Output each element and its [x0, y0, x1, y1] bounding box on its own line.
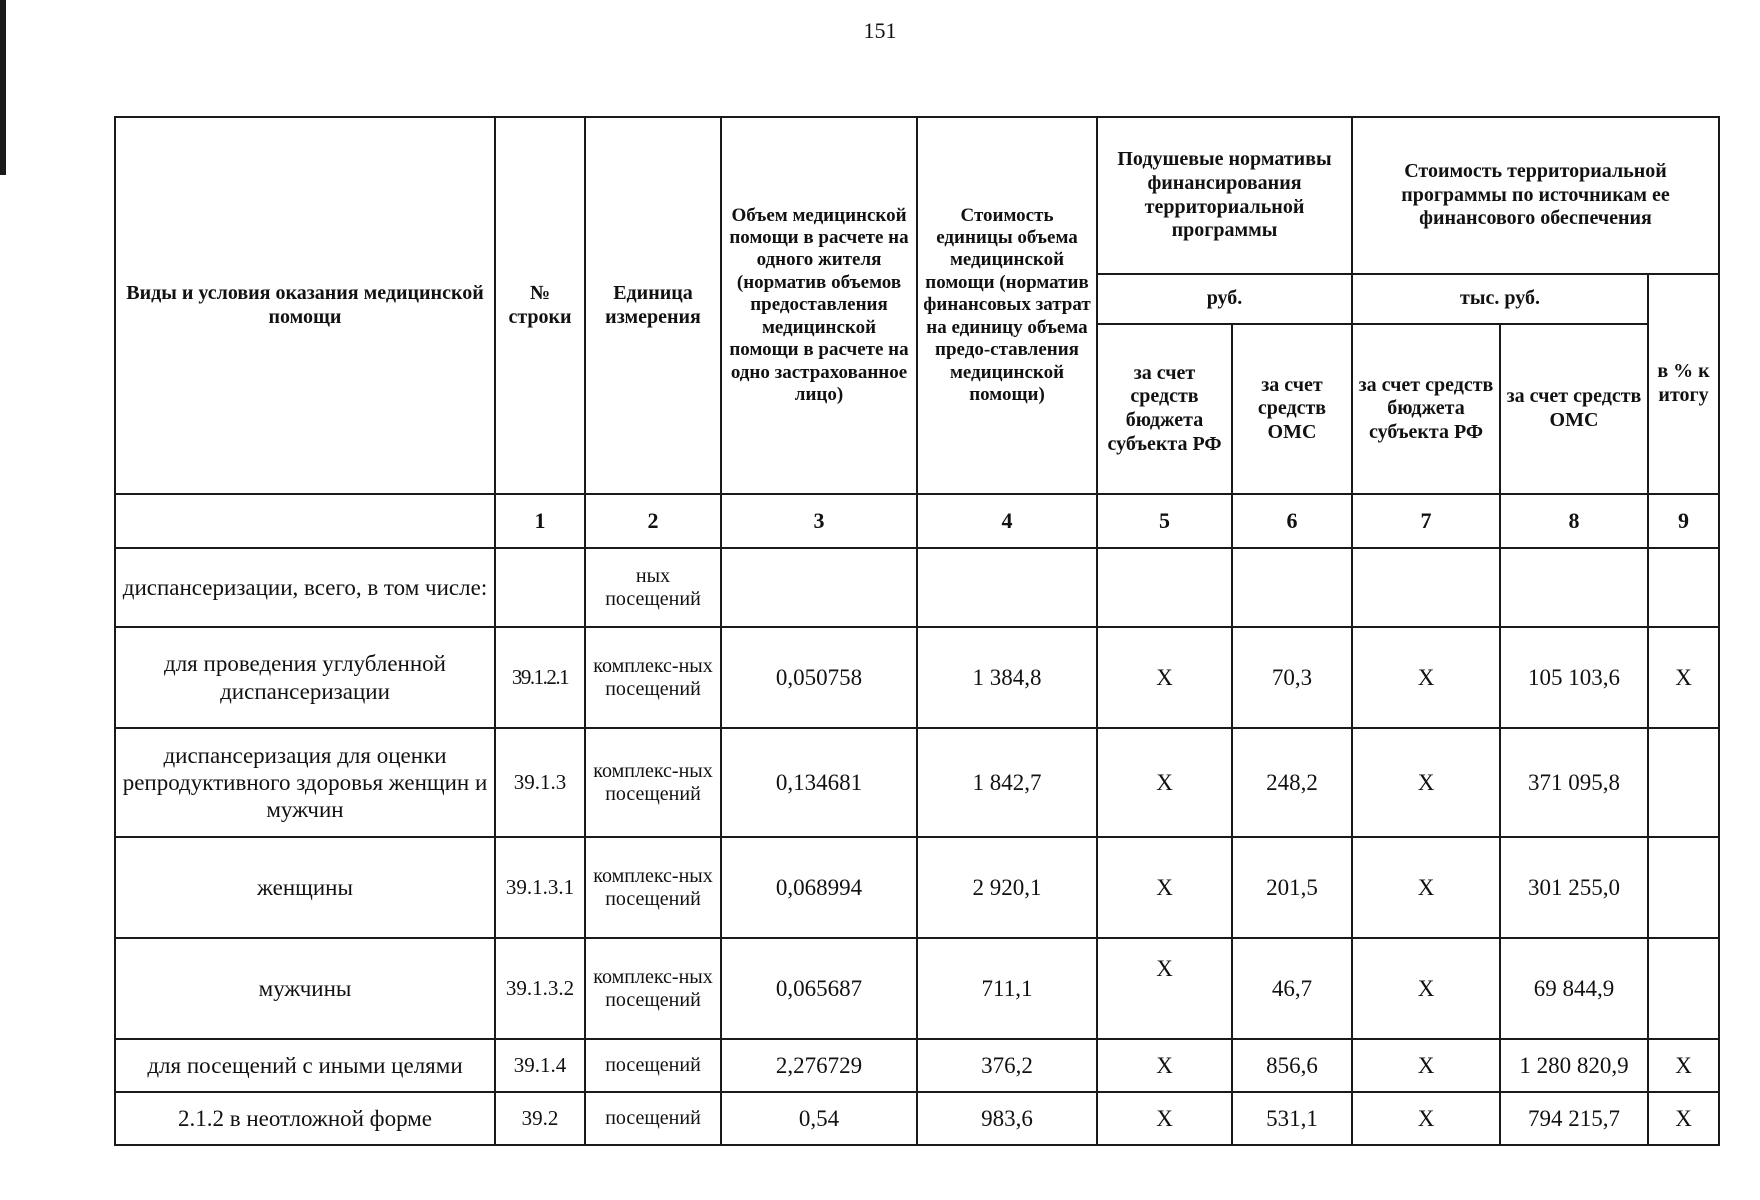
- scan-edge-mark: [0, 0, 6, 175]
- cell-cost: 1 384,8: [917, 627, 1097, 728]
- cell-percent: [1648, 837, 1719, 938]
- cell-volume: 0,065687: [721, 938, 917, 1039]
- cell-pc-oms: 531,1: [1232, 1092, 1352, 1145]
- cell-cost: 983,6: [917, 1092, 1097, 1145]
- column-number: 2: [585, 494, 721, 548]
- cell-pc-oms: 856,6: [1232, 1039, 1352, 1092]
- cell-kind: для проведения углубленной диспансеризации: [115, 627, 495, 728]
- column-number: 9: [1648, 494, 1719, 548]
- table-row: [115, 837, 1719, 938]
- cell-tot-budget: X: [1352, 837, 1500, 938]
- header-tot-oms: за счет средств ОМС: [1500, 324, 1648, 494]
- column-number: 8: [1500, 494, 1648, 548]
- cell-cost: 376,2: [917, 1039, 1097, 1092]
- cell-percent: X: [1648, 1039, 1719, 1092]
- table-row: [115, 627, 1719, 728]
- cell-row-no: 39.1.3: [495, 728, 585, 837]
- cell-pc-budget: [1097, 548, 1232, 627]
- cell-row-no: 39.1.4: [495, 1039, 585, 1092]
- cell-tot-oms: 69 844,9: [1500, 938, 1648, 1039]
- cell-pc-budget: X: [1097, 1092, 1232, 1145]
- column-number: 6: [1232, 494, 1352, 548]
- cell-unit: комплекс-ных посещений: [585, 627, 721, 728]
- cell-kind: мужчины: [115, 938, 495, 1039]
- cell-tot-oms: 794 215,7: [1500, 1092, 1648, 1145]
- cell-row-no: 39.1.2.1: [495, 627, 585, 728]
- table-row: [115, 1092, 1719, 1145]
- cell-tot-budget: [1352, 548, 1500, 627]
- cell-tot-budget: X: [1352, 1039, 1500, 1092]
- cell-cost: 2 920,1: [917, 837, 1097, 938]
- header-pc-budget: за счет средств бюджета субъекта РФ: [1097, 324, 1232, 494]
- cell-percent: X: [1648, 627, 1719, 728]
- cell-unit: комплекс-ных посещений: [585, 837, 721, 938]
- column-number: 7: [1352, 494, 1500, 548]
- cell-pc-budget: X: [1097, 1039, 1232, 1092]
- cell-tot-budget: X: [1352, 728, 1500, 837]
- header-cost: Стоимость единицы объема медицинской помощи (норматив финансовых затрат на единицу объема предо-ставления медицинской помощи): [917, 117, 1097, 494]
- cell-row-no: [495, 548, 585, 627]
- cell-tot-budget: X: [1352, 1092, 1500, 1145]
- cell-unit: ных посещений: [585, 548, 721, 627]
- cell-pc-oms: [1232, 548, 1352, 627]
- cell-tot-budget: X: [1352, 938, 1500, 1039]
- cell-percent: [1648, 548, 1719, 627]
- header-tot-budget: за счет средств бюджета субъекта РФ: [1352, 324, 1500, 494]
- table-row: [115, 728, 1719, 837]
- cell-pc-budget: X: [1097, 938, 1232, 1039]
- cell-kind: диспансеризации, всего, в том числе:: [115, 548, 495, 627]
- cell-kind: женщины: [115, 837, 495, 938]
- cell-percent: [1648, 938, 1719, 1039]
- cell-cost: 711,1: [917, 938, 1097, 1039]
- cell-kind: диспансеризация для оценки репродуктивного здоровья женщин и мужчин: [115, 728, 495, 837]
- cell-pc-oms: 201,5: [1232, 837, 1352, 938]
- cell-unit: посещений: [585, 1039, 721, 1092]
- header-row-no: № строки: [495, 117, 585, 494]
- cell-volume: 2,276729: [721, 1039, 917, 1092]
- cell-kind: для посещений с иными целями: [115, 1039, 495, 1092]
- column-number: 5: [1097, 494, 1232, 548]
- column-number: 4: [917, 494, 1097, 548]
- cell-percent: [1648, 728, 1719, 837]
- cell-volume: 0,050758: [721, 627, 917, 728]
- cell-tot-oms: 105 103,6: [1500, 627, 1648, 728]
- cell-tot-oms: 371 095,8: [1500, 728, 1648, 837]
- cell-row-no: 39.1.3.2: [495, 938, 585, 1039]
- cell-row-no: 39.1.3.1: [495, 837, 585, 938]
- column-number: 3: [721, 494, 917, 548]
- table-row: [115, 1039, 1719, 1092]
- table-row: [115, 938, 1719, 1039]
- cell-tot-oms: 1 280 820,9: [1500, 1039, 1648, 1092]
- cell-pc-oms: 248,2: [1232, 728, 1352, 837]
- cell-volume: [721, 548, 917, 627]
- cell-unit: комплекс-ных посещений: [585, 728, 721, 837]
- header-pc-oms: за счет средств ОМС: [1232, 324, 1352, 494]
- header-total-cost-group: Стоимость территориальной программы по источникам ее финансового обеспечения: [1352, 117, 1719, 274]
- cell-tot-budget: X: [1352, 627, 1500, 728]
- header-thous-rub: тыс. руб.: [1352, 274, 1648, 324]
- cell-pc-oms: 46,7: [1232, 938, 1352, 1039]
- header-rub: руб.: [1097, 274, 1352, 324]
- cell-pc-budget: X: [1097, 837, 1232, 938]
- cell-volume: 0,54: [721, 1092, 917, 1145]
- cell-pc-budget: X: [1097, 627, 1232, 728]
- cell-kind: 2.1.2 в неотложной форме: [115, 1092, 495, 1145]
- column-number: [115, 494, 495, 548]
- cell-pc-oms: 70,3: [1232, 627, 1352, 728]
- cell-cost: 1 842,7: [917, 728, 1097, 837]
- cell-pc-budget: X: [1097, 728, 1232, 837]
- page-number: 151: [863, 18, 897, 43]
- header-per-capita-group: Подушевые нормативы финансирования территориальной программы: [1097, 117, 1352, 274]
- cell-tot-oms: 301 255,0: [1500, 837, 1648, 938]
- column-numbers-row: [115, 494, 1719, 548]
- header-percent: в % к итогу: [1648, 274, 1719, 494]
- medical-care-cost-table: [114, 116, 1720, 1146]
- cell-volume: 0,134681: [721, 728, 917, 837]
- header-kind: Виды и условия оказания медицинской помощи: [115, 117, 495, 494]
- header-unit: Единица измерения: [585, 117, 721, 494]
- cell-tot-oms: [1500, 548, 1648, 627]
- cell-cost: [917, 548, 1097, 627]
- header-row-1: [115, 117, 1719, 274]
- column-number: 1: [495, 494, 585, 548]
- table-row: [115, 548, 1719, 627]
- cell-volume: 0,068994: [721, 837, 917, 938]
- cell-unit: комплекс-ных посещений: [585, 938, 721, 1039]
- cell-row-no: 39.2: [495, 1092, 585, 1145]
- cell-unit: посещений: [585, 1092, 721, 1145]
- header-volume: Объем медицинской помощи в расчете на одного жителя (норматив объемов предоставления медицинской помощи в расчете на одно застрахованное лицо): [721, 117, 917, 494]
- cell-percent: X: [1648, 1092, 1719, 1145]
